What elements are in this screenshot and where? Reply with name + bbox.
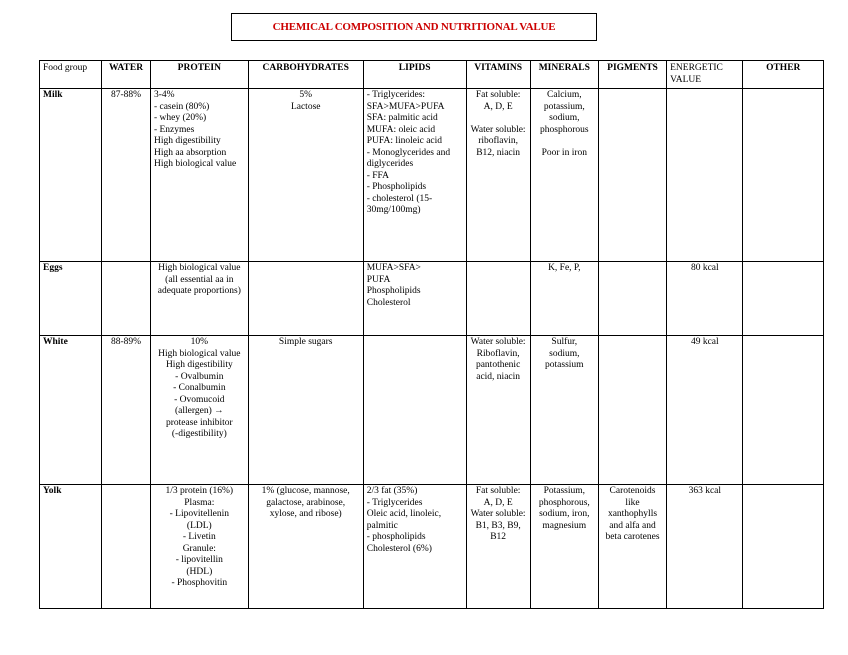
cell-carbohydrates bbox=[248, 262, 363, 336]
cell-protein: 3-4% - casein (80%) - whey (20%) - Enzymes High digestibility High aa absorption High biological value bbox=[150, 89, 248, 262]
header-carbohydrates: CARBOHYDRATES bbox=[248, 61, 363, 89]
table-row-eggs bbox=[40, 262, 824, 336]
nutrition-table bbox=[39, 60, 824, 609]
cell-energetic-value: 363 kcal bbox=[667, 485, 743, 609]
cell-vitamins bbox=[466, 262, 530, 336]
cell-other bbox=[743, 262, 824, 336]
cell-water: 87-88% bbox=[102, 89, 151, 262]
cell-food-group: Yolk bbox=[40, 485, 102, 609]
cell-lipids bbox=[363, 336, 466, 485]
document-title: CHEMICAL COMPOSITION AND NUTRITIONAL VALUE bbox=[231, 13, 597, 41]
cell-lipids: MUFA>SFA> PUFA Phospholipids Cholesterol bbox=[363, 262, 466, 336]
cell-pigments bbox=[598, 262, 666, 336]
header-energetic-value: ENERGETIC VALUE bbox=[667, 61, 743, 89]
cell-energetic-value: 49 kcal bbox=[667, 336, 743, 485]
cell-protein: High biological value (all essential aa in adequate proportions) bbox=[150, 262, 248, 336]
header-lipids: LIPIDS bbox=[363, 61, 466, 89]
cell-protein: 1/3 protein (16%) Plasma: - Lipovitellenin (LDL) - Livetin Granule: - lipovitellin (HDL) - Phosphovitin bbox=[150, 485, 248, 609]
cell-water bbox=[102, 485, 151, 609]
cell-pigments bbox=[598, 89, 666, 262]
cell-water: 88-89% bbox=[102, 336, 151, 485]
header-protein: PROTEIN bbox=[150, 61, 248, 89]
cell-other bbox=[743, 336, 824, 485]
cell-vitamins: Fat soluble: A, D, E Water soluble: riboflavin, B12, niacin bbox=[466, 89, 530, 262]
cell-water bbox=[102, 262, 151, 336]
cell-energetic-value: 80 kcal bbox=[667, 262, 743, 336]
cell-pigments bbox=[598, 336, 666, 485]
cell-carbohydrates: 1% (glucose, mannose, galactose, arabinose, xylose, and ribose) bbox=[248, 485, 363, 609]
cell-lipids: 2/3 fat (35%) - Triglycerides Oleic acid, linoleic, palmitic - phospholipids Cholesterol (6%) bbox=[363, 485, 466, 609]
cell-food-group: Eggs bbox=[40, 262, 102, 336]
table-row-yolk bbox=[40, 485, 824, 609]
cell-food-group: White bbox=[40, 336, 102, 485]
cell-carbohydrates: 5% Lactose bbox=[248, 89, 363, 262]
cell-other bbox=[743, 89, 824, 262]
cell-food-group: Milk bbox=[40, 89, 102, 262]
cell-minerals: Potassium, phosphorous, sodium, iron, magnesium bbox=[530, 485, 598, 609]
cell-other bbox=[743, 485, 824, 609]
header-other: OTHER bbox=[743, 61, 824, 89]
cell-minerals: Calcium, potassium, sodium, phosphorous Poor in iron bbox=[530, 89, 598, 262]
cell-pigments: Carotenoids like xanthophylls and alfa and beta carotenes bbox=[598, 485, 666, 609]
header-food-group: Food group bbox=[40, 61, 102, 89]
cell-energetic-value bbox=[667, 89, 743, 262]
cell-protein: 10% High biological value High digestibility - Ovalbumin - Conalbumin - Ovomucoid (allergen) → protease inhibitor (-digestibility) bbox=[150, 336, 248, 485]
cell-minerals: K, Fe, P, bbox=[530, 262, 598, 336]
cell-minerals: Sulfur, sodium, potassium bbox=[530, 336, 598, 485]
header-pigments: PIGMENTS bbox=[598, 61, 666, 89]
cell-carbohydrates: Simple sugars bbox=[248, 336, 363, 485]
cell-vitamins: Water soluble: Riboflavin, pantothenic acid, niacin bbox=[466, 336, 530, 485]
table-row-white bbox=[40, 336, 824, 485]
header-vitamins: VITAMINS bbox=[466, 61, 530, 89]
header-row bbox=[40, 61, 824, 89]
table-row-milk bbox=[40, 89, 824, 262]
cell-lipids: - Triglycerides: SFA>MUFA>PUFA SFA: palmitic acid MUFA: oleic acid PUFA: linoleic acid - Monoglycerides and diglycerides - FFA - Phospholipids - cholesterol (15-30mg/100mg) bbox=[363, 89, 466, 262]
header-water: WATER bbox=[102, 61, 151, 89]
header-minerals: MINERALS bbox=[530, 61, 598, 89]
cell-vitamins: Fat soluble: A, D, E Water soluble: B1, B3, B9, B12 bbox=[466, 485, 530, 609]
